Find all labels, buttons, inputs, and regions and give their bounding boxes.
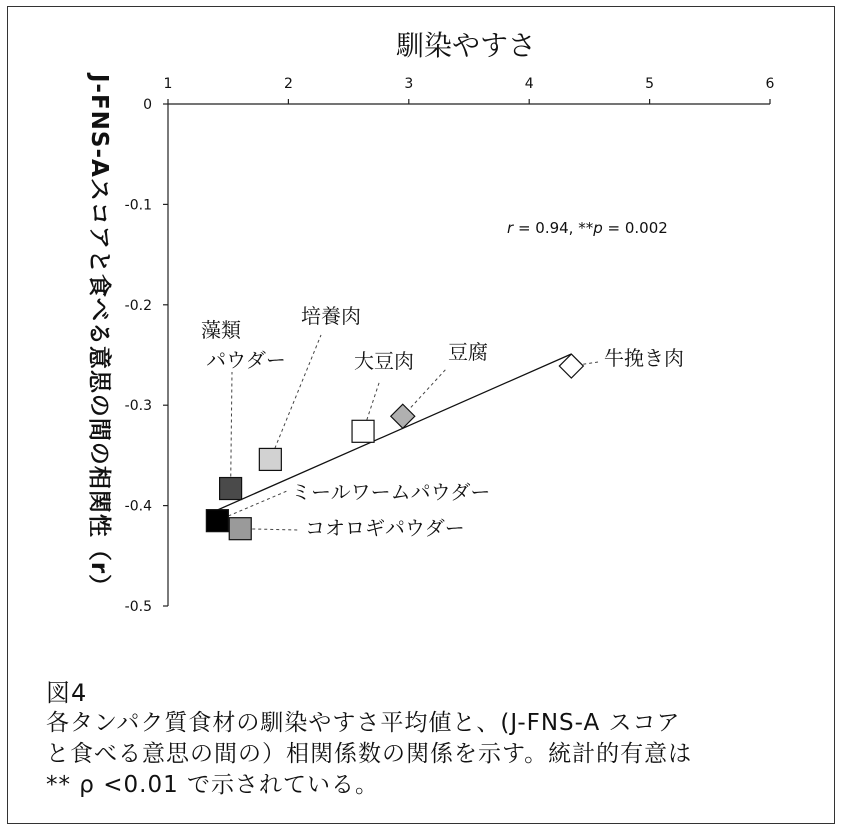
data-point-square bbox=[206, 510, 228, 532]
x-tick-label: 1 bbox=[163, 76, 173, 92]
y-tick-labels bbox=[125, 97, 152, 615]
x-tick-label: 3 bbox=[404, 76, 414, 92]
caption-line-3: ** ρ <0.01 で示されている。 bbox=[46, 772, 380, 798]
label-algae-powder-line1: 藻類 bbox=[201, 318, 241, 342]
data-point-square bbox=[229, 518, 251, 540]
x-tick-label: 5 bbox=[645, 76, 655, 92]
x-tick-label: 2 bbox=[283, 76, 293, 92]
data-point-square bbox=[352, 420, 374, 442]
label-soy-meat: 大豆肉 bbox=[354, 349, 414, 373]
label-algae-powder-line2: パウダー bbox=[206, 348, 286, 372]
data-point-square bbox=[259, 448, 281, 470]
data-point-square bbox=[220, 478, 242, 500]
label-mealworm-powder: ミールワームパウダー bbox=[291, 480, 491, 504]
data-markers bbox=[206, 354, 583, 540]
y-tick-label: 0 bbox=[143, 97, 152, 113]
x-tick-labels bbox=[164, 76, 775, 92]
caption-line-2: と食べる意思の間の）相関係数の関係を示す。統計的有意は bbox=[46, 741, 693, 767]
y-tick-label: -0.4 bbox=[124, 498, 152, 515]
leader-line bbox=[403, 368, 447, 416]
x-axis-title: 馴染やすさ bbox=[395, 29, 537, 62]
label-ground-beef: 牛挽き肉 bbox=[604, 346, 684, 370]
leader-line bbox=[231, 372, 232, 489]
caption-line-1: 各タンパク質食材の馴染やすさ平均値と、(J-FNS-A スコア bbox=[46, 710, 681, 736]
y-tick-label: -0.3 bbox=[124, 398, 152, 415]
y-axis-title: J-FNS-Aスコアと食べる意思の間の相関性（r） bbox=[86, 73, 112, 599]
label-cricket-powder: コオロギパウダー bbox=[305, 516, 465, 540]
x-tick-label: 6 bbox=[765, 76, 775, 92]
y-tick-label: -0.2 bbox=[124, 297, 152, 314]
label-tofu: 豆腐 bbox=[448, 340, 488, 364]
correlation-annotation: r = 0.94, **p = 0.002 bbox=[507, 219, 668, 237]
caption-figure-number: 図4 bbox=[46, 679, 88, 707]
y-tick-label: -0.5 bbox=[124, 599, 152, 615]
y-tick-label: -0.1 bbox=[124, 197, 152, 214]
label-cultured-meat: 培養肉 bbox=[301, 304, 361, 328]
x-tick-label: 4 bbox=[524, 76, 534, 92]
